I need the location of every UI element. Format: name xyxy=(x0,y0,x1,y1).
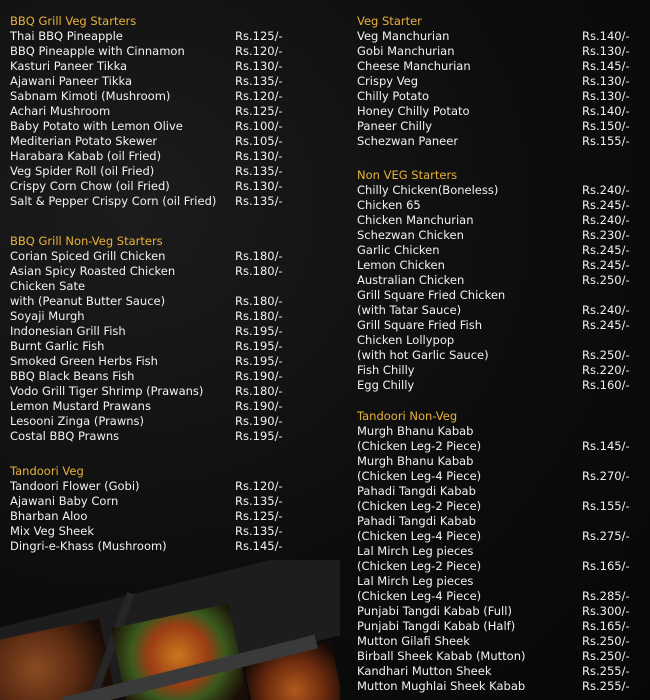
menu-item-price: Rs.190/- xyxy=(235,369,283,383)
menu-item xyxy=(357,273,635,288)
menu-item xyxy=(10,414,288,429)
menu-item-price: Rs.250/- xyxy=(582,348,630,362)
menu-item xyxy=(357,119,635,134)
menu-item-price: Rs.230/- xyxy=(582,228,630,242)
menu-item-name: Lemon Mustard Prawans xyxy=(10,399,151,413)
menu-item xyxy=(357,664,635,679)
menu-item-name: with (Peanut Butter Sauce) xyxy=(10,294,166,308)
menu-item-price: Rs.130/- xyxy=(582,89,630,103)
menu-item-name: (Chicken Leg-2 Piece) xyxy=(357,439,482,453)
menu-item-price: Rs.245/- xyxy=(582,318,630,332)
menu-item xyxy=(357,499,635,514)
menu-item-price: Rs.145/- xyxy=(582,439,630,453)
menu-item-price: Rs.105/- xyxy=(235,134,283,148)
menu-item-name: Sabnam Kimoti (Mushroom) xyxy=(10,89,171,103)
menu-item xyxy=(357,44,635,59)
menu-item-name: BBQ Pineapple with Cinnamon xyxy=(10,44,185,58)
menu-item xyxy=(357,288,635,303)
menu-item xyxy=(10,149,288,164)
menu-item-price: Rs.275/- xyxy=(582,529,630,543)
menu-item-price: Rs.180/- xyxy=(235,264,283,278)
menu-item-name: Schezwan Paneer xyxy=(357,134,459,148)
menu-item xyxy=(10,164,288,179)
menu-item xyxy=(10,399,288,414)
food-photo-decoration xyxy=(0,560,340,700)
menu-item xyxy=(357,29,635,44)
menu-item xyxy=(357,183,635,198)
menu-item-price: Rs.125/- xyxy=(235,104,283,118)
menu-section-non-veg-starters xyxy=(357,168,635,393)
menu-item xyxy=(357,454,635,469)
menu-item-price: Rs.250/- xyxy=(582,649,630,663)
menu-item-price: Rs.120/- xyxy=(235,89,283,103)
menu-item-price: Rs.250/- xyxy=(582,634,630,648)
menu-item-name: Soyaji Murgh xyxy=(10,309,85,323)
menu-item xyxy=(357,604,635,619)
menu-item-price: Rs.135/- xyxy=(235,74,283,88)
menu-item-name: (Chicken Leg-4 Piece) xyxy=(357,589,482,603)
menu-item-name: Ajawani Paneer Tikka xyxy=(10,74,133,88)
menu-item xyxy=(357,424,635,439)
menu-item xyxy=(357,469,635,484)
menu-item-name: Costal BBQ Prawns xyxy=(10,429,120,443)
menu-item-name: Chicken Manchurian xyxy=(357,213,474,227)
menu-item-name: Indonesian Grill Fish xyxy=(10,324,126,338)
menu-item-price: Rs.220/- xyxy=(582,363,630,377)
menu-item-price: Rs.130/- xyxy=(235,149,283,163)
menu-item-name: Kandhari Mutton Sheek xyxy=(357,664,492,678)
menu-item-name: Lemon Chicken xyxy=(357,258,445,272)
menu-item xyxy=(357,333,635,348)
menu-item-price: Rs.100/- xyxy=(235,119,283,133)
menu-item-price: Rs.195/- xyxy=(235,324,283,338)
menu-item-name: Corian Spiced Grill Chicken xyxy=(10,249,166,263)
menu-item-name: Paneer Chilly xyxy=(357,119,432,133)
menu-item-price: Rs.240/- xyxy=(582,213,630,227)
section-heading: Tandoori Non-Veg xyxy=(357,409,458,423)
menu-item-name: Kasturi Paneer Tikka xyxy=(10,59,128,73)
menu-item xyxy=(357,243,635,258)
menu-item-name: Pahadi Tangdi Kabab xyxy=(357,514,476,528)
menu-item xyxy=(357,529,635,544)
menu-item-price: Rs.195/- xyxy=(235,339,283,353)
menu-item-name: Ajawani Baby Corn xyxy=(10,494,119,508)
menu-item-name: Mix Veg Sheek xyxy=(10,524,94,538)
menu-item xyxy=(10,384,288,399)
menu-item-name: Chilly Chicken(Boneless) xyxy=(357,183,499,197)
menu-item-name: Thai BBQ Pineapple xyxy=(10,29,123,43)
menu-item-price: Rs.195/- xyxy=(235,429,283,443)
menu-item-price: Rs.140/- xyxy=(582,104,630,118)
menu-item-name: (Chicken Leg-4 Piece) xyxy=(357,529,482,543)
menu-item-name: Egg Chilly xyxy=(357,378,415,392)
menu-item xyxy=(10,264,288,279)
menu-item-name: Salt & Pepper Crispy Corn (oil Fried) xyxy=(10,194,217,208)
menu-item xyxy=(10,194,288,209)
menu-item-name: Birball Sheek Kabab (Mutton) xyxy=(357,649,526,663)
menu-item xyxy=(10,369,288,384)
menu-item xyxy=(357,544,635,559)
menu-item xyxy=(10,429,288,444)
menu-item-price: Rs.240/- xyxy=(582,303,630,317)
menu-item-price: Rs.180/- xyxy=(235,384,283,398)
menu-item-name: Chicken Sate xyxy=(10,279,86,293)
menu-item-price: Rs.180/- xyxy=(235,309,283,323)
menu-item xyxy=(357,348,635,363)
menu-item-name: Vodo Grill Tiger Shrimp (Prawans) xyxy=(10,384,204,398)
menu-item-name: Crispy Corn Chow (oil Fried) xyxy=(10,179,170,193)
menu-item-price: Rs.255/- xyxy=(582,679,630,693)
menu-item-name: (with hot Garlic Sauce) xyxy=(357,348,489,362)
menu-item xyxy=(357,619,635,634)
menu-item-name: Mutton Mughlai Sheek Kabab xyxy=(357,679,526,693)
menu-item xyxy=(357,213,635,228)
menu-item xyxy=(357,74,635,89)
section-heading: BBQ Grill Non-Veg Starters xyxy=(10,234,163,248)
menu-item-price: Rs.155/- xyxy=(582,499,630,513)
menu-item-price: Rs.145/- xyxy=(582,59,630,73)
menu-item xyxy=(10,249,288,264)
menu-item-name: Harabara Kabab (oil Fried) xyxy=(10,149,162,163)
menu-item xyxy=(10,539,288,554)
menu-item-price: Rs.250/- xyxy=(582,273,630,287)
menu-item xyxy=(10,524,288,539)
menu-item-name: (with Tatar Sauce) xyxy=(357,303,462,317)
menu-section-tandoori-non-veg xyxy=(357,409,635,694)
menu-item xyxy=(357,378,635,393)
menu-item-price: Rs.255/- xyxy=(582,664,630,678)
menu-item xyxy=(357,439,635,454)
section-heading: Non VEG Starters xyxy=(357,168,458,182)
menu-item-name: BBQ Black Beans Fish xyxy=(10,369,135,383)
menu-item xyxy=(10,309,288,324)
menu-item xyxy=(10,179,288,194)
menu-item-name: Schezwan Chicken xyxy=(357,228,464,242)
menu-item-price: Rs.130/- xyxy=(582,74,630,88)
menu-item-name: (Chicken Leg-2 Piece) xyxy=(357,499,482,513)
menu-item-name: Achari Mushroom xyxy=(10,104,111,118)
menu-item-name: Murgh Bhanu Kabab xyxy=(357,424,474,438)
menu-item-name: Fish Chilly xyxy=(357,363,415,377)
menu-item xyxy=(10,294,288,309)
menu-item-price: Rs.300/- xyxy=(582,604,630,618)
menu-item-name: (Chicken Leg-2 Piece) xyxy=(357,559,482,573)
menu-item-name: Grill Square Fried Chicken xyxy=(357,288,506,302)
menu-item-name: Lal Mirch Leg pieces xyxy=(357,574,474,588)
menu-item-price: Rs.190/- xyxy=(235,414,283,428)
menu-item-price: Rs.135/- xyxy=(235,524,283,538)
menu-item-name: Garlic Chicken xyxy=(357,243,440,257)
menu-item-name: Punjabi Tangdi Kabab (Full) xyxy=(357,604,512,618)
menu-item xyxy=(357,258,635,273)
menu-section-tandoori-veg xyxy=(10,464,288,554)
menu-item-name: Veg Spider Roll (oil Fried) xyxy=(10,164,155,178)
menu-item-name: Chilly Potato xyxy=(357,89,430,103)
section-heading: Tandoori Veg xyxy=(10,464,84,478)
menu-item-name: Veg Manchurian xyxy=(357,29,450,43)
menu-item-name: Baby Potato with Lemon Olive xyxy=(10,119,183,133)
section-heading: Veg Starter xyxy=(357,14,422,28)
menu-item xyxy=(357,589,635,604)
menu-item-price: Rs.195/- xyxy=(235,354,283,368)
menu-item-price: Rs.130/- xyxy=(582,44,630,58)
menu-item xyxy=(10,134,288,149)
menu-item xyxy=(10,494,288,509)
menu-item xyxy=(357,228,635,243)
menu-item xyxy=(357,649,635,664)
menu-item-name: Pahadi Tangdi Kabab xyxy=(357,484,476,498)
menu-item-price: Rs.180/- xyxy=(235,294,283,308)
menu-item xyxy=(357,514,635,529)
menu-item xyxy=(10,29,288,44)
menu-item-name: Gobi Manchurian xyxy=(357,44,455,58)
menu-item-price: Rs.285/- xyxy=(582,589,630,603)
menu-item-price: Rs.240/- xyxy=(582,183,630,197)
menu-item-name: Australian Chicken xyxy=(357,273,465,287)
menu-item-name: Bharban Aloo xyxy=(10,509,88,523)
menu-item-name: Tandoori Flower (Gobi) xyxy=(10,479,140,493)
menu-item-price: Rs.270/- xyxy=(582,469,630,483)
menu-item-price: Rs.150/- xyxy=(582,119,630,133)
menu-item-price: Rs.135/- xyxy=(235,494,283,508)
menu-item-name: Lal Mirch Leg pieces xyxy=(357,544,474,558)
menu-item xyxy=(357,134,635,149)
menu-item-price: Rs.135/- xyxy=(235,164,283,178)
menu-item xyxy=(10,339,288,354)
menu-item-price: Rs.165/- xyxy=(582,619,630,633)
menu-item-name: Honey Chilly Potato xyxy=(357,104,470,118)
menu-section-bbq-grill-non-veg-starters xyxy=(10,234,288,444)
menu-item-price: Rs.165/- xyxy=(582,559,630,573)
menu-item xyxy=(357,679,635,694)
menu-item xyxy=(357,363,635,378)
menu-item-name: Mediterian Potato Skewer xyxy=(10,134,158,148)
menu-item-price: Rs.245/- xyxy=(582,258,630,272)
menu-section-bbq-grill-veg-starters xyxy=(10,14,288,209)
menu-item-price: Rs.190/- xyxy=(235,399,283,413)
menu-section-veg-starter xyxy=(357,14,635,149)
menu-item-price: Rs.145/- xyxy=(235,539,283,553)
menu-item-name: Mutton Gilafi Sheek xyxy=(357,634,470,648)
menu-item xyxy=(10,104,288,119)
menu-item-name: Punjabi Tangdi Kabab (Half) xyxy=(357,619,516,633)
menu-item xyxy=(357,198,635,213)
menu-item xyxy=(357,318,635,333)
menu-item xyxy=(357,104,635,119)
menu-item-price: Rs.130/- xyxy=(235,59,283,73)
menu-item-name: Murgh Bhanu Kabab xyxy=(357,454,474,468)
menu-item xyxy=(10,279,288,294)
menu-item xyxy=(10,324,288,339)
menu-item-name: Cheese Manchurian xyxy=(357,59,471,73)
menu-item xyxy=(10,89,288,104)
menu-item-price: Rs.130/- xyxy=(235,179,283,193)
menu-item-name: Burnt Garlic Fish xyxy=(10,339,105,353)
menu-item-price: Rs.140/- xyxy=(582,29,630,43)
menu-item-name: (Chicken Leg-4 Piece) xyxy=(357,469,482,483)
menu-item xyxy=(357,574,635,589)
menu-item-name: Grill Square Fried Fish xyxy=(357,318,483,332)
menu-item-name: Asian Spicy Roasted Chicken xyxy=(10,264,176,278)
menu-item-name: Chicken 65 xyxy=(357,198,421,212)
menu-item-price: Rs.120/- xyxy=(235,479,283,493)
menu-item xyxy=(10,119,288,134)
menu-item-name: Dingri-e-Khass (Mushroom) xyxy=(10,539,167,553)
menu-item-price: Rs.125/- xyxy=(235,509,283,523)
menu-item xyxy=(10,44,288,59)
menu-item-price: Rs.155/- xyxy=(582,134,630,148)
menu-item-price: Rs.125/- xyxy=(235,29,283,43)
menu-item xyxy=(357,484,635,499)
menu-item-price: Rs.245/- xyxy=(582,243,630,257)
menu-item xyxy=(357,89,635,104)
menu-item-price: Rs.120/- xyxy=(235,44,283,58)
menu-item xyxy=(10,479,288,494)
menu-item-price: Rs.160/- xyxy=(582,378,630,392)
menu-item-price: Rs.245/- xyxy=(582,198,630,212)
menu-item xyxy=(357,634,635,649)
menu-item-name: Chicken Lollypop xyxy=(357,333,455,347)
menu-item xyxy=(357,59,635,74)
menu-item-price: Rs.180/- xyxy=(235,249,283,263)
menu-item xyxy=(10,74,288,89)
menu-item-price: Rs.135/- xyxy=(235,194,283,208)
section-heading: BBQ Grill Veg Starters xyxy=(10,14,137,28)
menu-item xyxy=(357,303,635,318)
menu-item xyxy=(10,59,288,74)
menu-item xyxy=(10,509,288,524)
menu-item xyxy=(357,559,635,574)
menu-item-name: Smoked Green Herbs Fish xyxy=(10,354,158,368)
menu-item-name: Lesooni Zinga (Prawns) xyxy=(10,414,145,428)
menu-item xyxy=(10,354,288,369)
menu-item-name: Crispy Veg xyxy=(357,74,419,88)
